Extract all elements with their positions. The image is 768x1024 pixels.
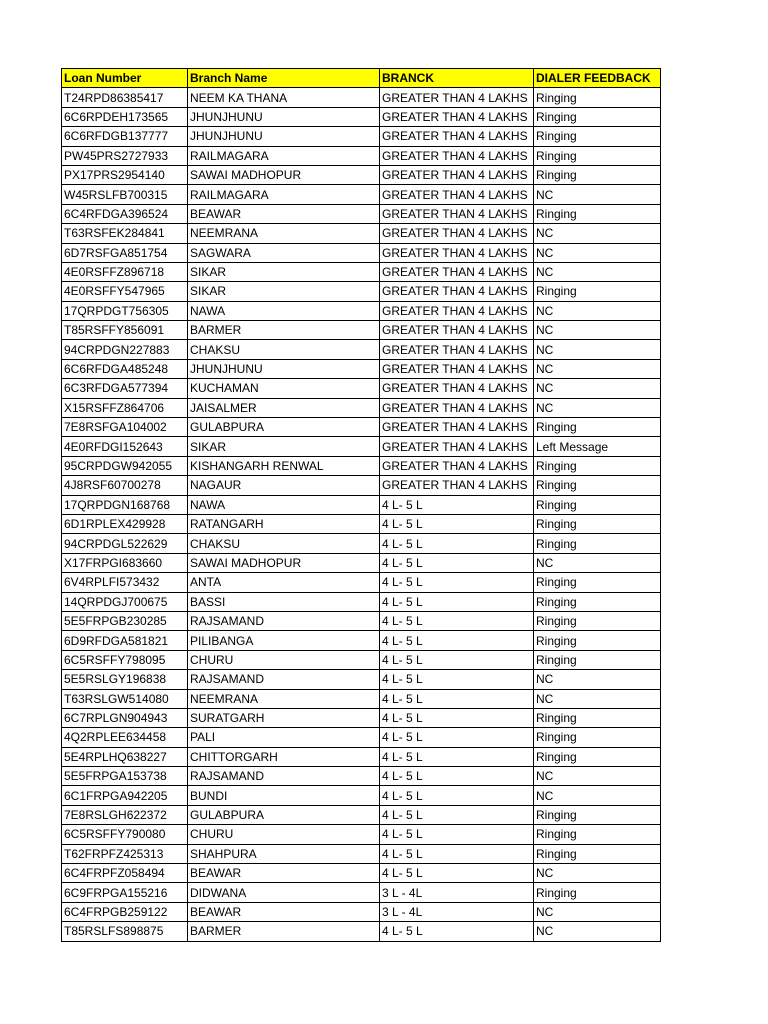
branck-cell[interactable]: 4 L- 5 L <box>380 495 534 514</box>
branck-cell[interactable]: 4 L- 5 L <box>380 689 534 708</box>
table-row <box>62 224 661 243</box>
loan-number-cell[interactable]: 6C1FRPGA942205 <box>62 786 188 805</box>
table-row <box>62 379 661 398</box>
branck-cell[interactable]: GREATER THAN 4 LAKHS <box>380 88 534 107</box>
table-row <box>62 185 661 204</box>
branch-name-cell[interactable]: JHUNJHUNU <box>188 359 380 378</box>
branck-cell[interactable]: 4 L- 5 L <box>380 573 534 592</box>
table-row <box>62 476 661 495</box>
branck-cell[interactable]: GREATER THAN 4 LAKHS <box>380 146 534 165</box>
table-row <box>62 321 661 340</box>
branch-name-cell[interactable]: NAWA <box>188 301 380 320</box>
dialer-feedback-cell[interactable]: NC <box>534 922 661 941</box>
dialer-feedback-cell[interactable]: NC <box>534 379 661 398</box>
branck-cell[interactable]: GREATER THAN 4 LAKHS <box>380 359 534 378</box>
loan-number-cell[interactable]: T85RSFFY856091 <box>62 321 188 340</box>
dialer-feedback-cell[interactable]: Ringing <box>534 476 661 495</box>
branch-name-cell[interactable]: RAJSAMAND <box>188 767 380 786</box>
dialer-feedback-cell[interactable]: NC <box>534 224 661 243</box>
branck-cell[interactable]: GREATER THAN 4 LAKHS <box>380 437 534 456</box>
loan-number-cell[interactable]: T63RSLGW514080 <box>62 689 188 708</box>
branch-name-cell[interactable]: RATANGARH <box>188 514 380 533</box>
table-row <box>62 553 661 572</box>
dialer-feedback-cell[interactable]: NC <box>534 359 661 378</box>
branck-cell[interactable]: 4 L- 5 L <box>380 728 534 747</box>
branck-cell[interactable]: GREATER THAN 4 LAKHS <box>380 456 534 475</box>
branck-cell[interactable]: GREATER THAN 4 LAKHS <box>380 301 534 320</box>
branch-name-cell[interactable]: PALI <box>188 728 380 747</box>
branch-name-cell[interactable]: KISHANGARH RENWAL <box>188 456 380 475</box>
branck-cell[interactable]: 4 L- 5 L <box>380 650 534 669</box>
table-row <box>62 534 661 553</box>
loan-number-cell[interactable]: 4J8RSF60700278 <box>62 476 188 495</box>
branch-name-cell[interactable]: SIKAR <box>188 437 380 456</box>
loan-number-cell[interactable]: 6C5RSFFY798095 <box>62 650 188 669</box>
branck-cell[interactable]: 4 L- 5 L <box>380 534 534 553</box>
header-branch-name[interactable]: Branch Name <box>188 69 380 88</box>
dialer-feedback-cell[interactable]: Ringing <box>534 825 661 844</box>
table-row <box>62 844 661 863</box>
branck-cell[interactable]: GREATER THAN 4 LAKHS <box>380 476 534 495</box>
branch-name-cell[interactable]: SHAHPURA <box>188 844 380 863</box>
loan-number-cell[interactable]: 4Q2RPLEE634458 <box>62 728 188 747</box>
dialer-feedback-cell[interactable]: NC <box>534 321 661 340</box>
branch-name-cell[interactable]: JHUNJHUNU <box>188 107 380 126</box>
branck-cell[interactable]: 4 L- 5 L <box>380 670 534 689</box>
table-row <box>62 495 661 514</box>
dialer-feedback-cell[interactable]: NC <box>534 262 661 281</box>
dialer-feedback-cell[interactable]: Ringing <box>534 573 661 592</box>
table-row <box>62 359 661 378</box>
loan-number-cell[interactable]: 6C3RFDGA577394 <box>62 379 188 398</box>
branch-name-cell[interactable]: SURATGARH <box>188 708 380 727</box>
branch-name-cell[interactable]: BEAWAR <box>188 204 380 223</box>
branck-cell[interactable]: 4 L- 5 L <box>380 805 534 824</box>
loan-number-cell[interactable]: 14QRPDGJ700675 <box>62 592 188 611</box>
branck-cell[interactable]: GREATER THAN 4 LAKHS <box>380 321 534 340</box>
branck-cell[interactable]: GREATER THAN 4 LAKHS <box>380 418 534 437</box>
dialer-feedback-cell[interactable]: NC <box>534 185 661 204</box>
branch-name-cell[interactable]: KUCHAMAN <box>188 379 380 398</box>
branch-name-cell[interactable]: GULABPURA <box>188 418 380 437</box>
table-row <box>62 922 661 941</box>
dialer-feedback-cell[interactable]: NC <box>534 767 661 786</box>
loan-number-cell[interactable]: 5E4RPLHQ638227 <box>62 747 188 766</box>
table-row <box>62 398 661 417</box>
dialer-feedback-cell[interactable]: Ringing <box>534 107 661 126</box>
dialer-feedback-cell[interactable]: Ringing <box>534 534 661 553</box>
header-dialer-feedback[interactable]: DIALER FEEDBACK <box>534 69 661 88</box>
branch-name-cell[interactable]: ANTA <box>188 573 380 592</box>
dialer-feedback-cell[interactable]: Ringing <box>534 418 661 437</box>
branch-name-cell[interactable]: BUNDI <box>188 786 380 805</box>
dialer-feedback-cell[interactable]: Ringing <box>534 592 661 611</box>
table-row <box>62 767 661 786</box>
loan-number-cell[interactable]: 5E5FRPGA153738 <box>62 767 188 786</box>
loan-number-cell[interactable]: 94CRPDGN227883 <box>62 340 188 359</box>
dialer-feedback-cell[interactable]: Ringing <box>534 146 661 165</box>
branch-name-cell[interactable]: SIKAR <box>188 262 380 281</box>
loan-number-cell[interactable]: 17QRPDGT756305 <box>62 301 188 320</box>
branck-cell[interactable]: GREATER THAN 4 LAKHS <box>380 165 534 184</box>
table-row <box>62 611 661 630</box>
table-row <box>62 243 661 262</box>
branck-cell[interactable]: 4 L- 5 L <box>380 864 534 883</box>
table-row <box>62 262 661 281</box>
header-branck[interactable]: BRANCK <box>380 69 534 88</box>
loan-number-cell[interactable]: 6V4RPLFI573432 <box>62 573 188 592</box>
table-row <box>62 708 661 727</box>
branch-name-cell[interactable]: NAWA <box>188 495 380 514</box>
branch-name-cell[interactable]: BARMER <box>188 922 380 941</box>
header-row <box>62 69 661 88</box>
branch-name-cell[interactable]: CHURU <box>188 825 380 844</box>
dialer-feedback-cell[interactable]: NC <box>534 670 661 689</box>
loan-number-cell[interactable]: 94CRPDGL522629 <box>62 534 188 553</box>
branck-cell[interactable]: 4 L- 5 L <box>380 514 534 533</box>
branck-cell[interactable]: GREATER THAN 4 LAKHS <box>380 185 534 204</box>
branck-cell[interactable]: 4 L- 5 L <box>380 825 534 844</box>
branck-cell[interactable]: GREATER THAN 4 LAKHS <box>380 379 534 398</box>
loan-number-cell[interactable]: 6D1RPLEX429928 <box>62 514 188 533</box>
table-row <box>62 825 661 844</box>
loan-number-cell[interactable]: 5E5RSLGY196838 <box>62 670 188 689</box>
branch-name-cell[interactable]: CHAKSU <box>188 340 380 359</box>
branch-name-cell[interactable]: BEAWAR <box>188 902 380 921</box>
table-row <box>62 107 661 126</box>
loan-number-cell[interactable]: 6C9FRPGA155216 <box>62 883 188 902</box>
branch-name-cell[interactable]: PILIBANGA <box>188 631 380 650</box>
branch-name-cell[interactable]: DIDWANA <box>188 883 380 902</box>
loan-number-cell[interactable]: 95CRPDGW942055 <box>62 456 188 475</box>
dialer-feedback-cell[interactable]: Ringing <box>534 631 661 650</box>
branck-cell[interactable]: GREATER THAN 4 LAKHS <box>380 262 534 281</box>
table-row <box>62 592 661 611</box>
loan-table <box>61 68 661 942</box>
branck-cell[interactable]: GREATER THAN 4 LAKHS <box>380 282 534 301</box>
branck-cell[interactable]: 4 L- 5 L <box>380 767 534 786</box>
branch-name-cell[interactable]: RAJSAMAND <box>188 670 380 689</box>
table-row <box>62 437 661 456</box>
branch-name-cell[interactable]: BASSI <box>188 592 380 611</box>
branch-name-cell[interactable]: BARMER <box>188 321 380 340</box>
loan-number-cell[interactable]: 6C6RPDEH173565 <box>62 107 188 126</box>
branch-name-cell[interactable]: SAWAI MADHOPUR <box>188 553 380 572</box>
table-row <box>62 418 661 437</box>
loan-number-cell[interactable]: X17FRPGI683660 <box>62 553 188 572</box>
branck-cell[interactable]: GREATER THAN 4 LAKHS <box>380 398 534 417</box>
branch-name-cell[interactable]: CHITTORGARH <box>188 747 380 766</box>
table-row <box>62 728 661 747</box>
dialer-feedback-cell[interactable]: NC <box>534 786 661 805</box>
branck-cell[interactable]: GREATER THAN 4 LAKHS <box>380 204 534 223</box>
loan-number-cell[interactable]: PX17PRS2954140 <box>62 165 188 184</box>
branch-name-cell[interactable]: SIKAR <box>188 282 380 301</box>
loan-number-cell[interactable]: T85RSLFS898875 <box>62 922 188 941</box>
loan-number-cell[interactable]: T63RSFEK284841 <box>62 224 188 243</box>
branch-name-cell[interactable]: GULABPURA <box>188 805 380 824</box>
table-row <box>62 456 661 475</box>
dialer-feedback-cell[interactable]: Ringing <box>534 611 661 630</box>
loan-number-cell[interactable]: 6C7RPLGN904943 <box>62 708 188 727</box>
table-row <box>62 631 661 650</box>
table-row <box>62 805 661 824</box>
table-row <box>62 902 661 921</box>
loan-number-cell[interactable]: 6C5RSFFY790080 <box>62 825 188 844</box>
loan-number-cell[interactable]: 6C4FRPGB259122 <box>62 902 188 921</box>
dialer-feedback-cell[interactable]: Ringing <box>534 495 661 514</box>
loan-number-cell[interactable]: 6C4RFDGA396524 <box>62 204 188 223</box>
table-row <box>62 146 661 165</box>
table-row <box>62 786 661 805</box>
loan-number-cell[interactable]: X15RSFFZ864706 <box>62 398 188 417</box>
table-row <box>62 689 661 708</box>
loan-number-cell[interactable]: 6D9RFDGA581821 <box>62 631 188 650</box>
dialer-feedback-cell[interactable]: NC <box>534 553 661 572</box>
branck-cell[interactable]: 4 L- 5 L <box>380 708 534 727</box>
dialer-feedback-cell[interactable]: NC <box>534 340 661 359</box>
table-row <box>62 573 661 592</box>
dialer-feedback-cell[interactable]: Ringing <box>534 650 661 669</box>
loan-number-cell[interactable]: T24RPD86385417 <box>62 88 188 107</box>
dialer-feedback-cell[interactable]: Ringing <box>534 747 661 766</box>
dialer-feedback-cell[interactable]: NC <box>534 398 661 417</box>
branch-name-cell[interactable]: RAJSAMAND <box>188 611 380 630</box>
loan-number-cell[interactable]: 5E5FRPGB230285 <box>62 611 188 630</box>
loan-number-cell[interactable]: 4E0RSFFY547965 <box>62 282 188 301</box>
table-row <box>62 514 661 533</box>
branch-name-cell[interactable]: CHURU <box>188 650 380 669</box>
dialer-feedback-cell[interactable]: Ringing <box>534 456 661 475</box>
branck-cell[interactable]: 4 L- 5 L <box>380 631 534 650</box>
table-row <box>62 670 661 689</box>
loan-number-cell[interactable]: 17QRPDGN168768 <box>62 495 188 514</box>
dialer-feedback-cell[interactable]: Ringing <box>534 514 661 533</box>
branch-name-cell[interactable]: RAILMAGARA <box>188 146 380 165</box>
table-row <box>62 301 661 320</box>
branck-cell[interactable]: 4 L- 5 L <box>380 553 534 572</box>
loan-number-cell[interactable]: 6D7RSFGA851754 <box>62 243 188 262</box>
loan-number-cell[interactable]: 6C6RFDGB137777 <box>62 127 188 146</box>
branck-cell[interactable]: 4 L- 5 L <box>380 611 534 630</box>
branch-name-cell[interactable]: JAISALMER <box>188 398 380 417</box>
branck-cell[interactable]: 4 L- 5 L <box>380 844 534 863</box>
branck-cell[interactable]: 3 L - 4L <box>380 883 534 902</box>
dialer-feedback-cell[interactable]: NC <box>534 243 661 262</box>
table-row <box>62 340 661 359</box>
branch-name-cell[interactable]: RAILMAGARA <box>188 185 380 204</box>
branck-cell[interactable]: 4 L- 5 L <box>380 786 534 805</box>
dialer-feedback-cell[interactable]: Left Message <box>534 437 661 456</box>
branch-name-cell[interactable]: NEEM KA THANA <box>188 88 380 107</box>
dialer-feedback-cell[interactable]: Ringing <box>534 805 661 824</box>
branck-cell[interactable]: 4 L- 5 L <box>380 592 534 611</box>
dialer-feedback-cell[interactable]: NC <box>534 301 661 320</box>
dialer-feedback-cell[interactable]: NC <box>534 902 661 921</box>
loan-number-cell[interactable]: 4E0RSFFZ896718 <box>62 262 188 281</box>
loan-number-cell[interactable]: 7E8RSLGH622372 <box>62 805 188 824</box>
branck-cell[interactable]: GREATER THAN 4 LAKHS <box>380 127 534 146</box>
loan-number-cell[interactable]: 6C6RFDGA485248 <box>62 359 188 378</box>
dialer-feedback-cell[interactable]: Ringing <box>534 204 661 223</box>
branch-name-cell[interactable]: JHUNJHUNU <box>188 127 380 146</box>
dialer-feedback-cell[interactable]: Ringing <box>534 88 661 107</box>
table-row <box>62 864 661 883</box>
dialer-feedback-cell[interactable]: NC <box>534 864 661 883</box>
dialer-feedback-cell[interactable]: Ringing <box>534 282 661 301</box>
dialer-feedback-cell[interactable]: Ringing <box>534 127 661 146</box>
dialer-feedback-cell[interactable]: Ringing <box>534 844 661 863</box>
branck-cell[interactable]: 3 L - 4L <box>380 902 534 921</box>
dialer-feedback-cell[interactable]: Ringing <box>534 728 661 747</box>
loan-number-cell[interactable]: PW45PRS2727933 <box>62 146 188 165</box>
branch-name-cell[interactable]: SAWAI MADHOPUR <box>188 165 380 184</box>
branch-name-cell[interactable]: SAGWARA <box>188 243 380 262</box>
branck-cell[interactable]: 4 L- 5 L <box>380 922 534 941</box>
branch-name-cell[interactable]: CHAKSU <box>188 534 380 553</box>
loan-number-cell[interactable]: T62FRPFZ425313 <box>62 844 188 863</box>
dialer-feedback-cell[interactable]: NC <box>534 689 661 708</box>
table-row <box>62 650 661 669</box>
loan-number-cell[interactable]: 7E8RSFGA104002 <box>62 418 188 437</box>
branck-cell[interactable]: GREATER THAN 4 LAKHS <box>380 340 534 359</box>
dialer-feedback-cell[interactable]: Ringing <box>534 708 661 727</box>
table-row <box>62 747 661 766</box>
table-row <box>62 204 661 223</box>
branck-cell[interactable]: GREATER THAN 4 LAKHS <box>380 243 534 262</box>
branch-name-cell[interactable]: NEEMRANA <box>188 224 380 243</box>
table-row <box>62 165 661 184</box>
table-row <box>62 127 661 146</box>
branch-name-cell[interactable]: NEEMRANA <box>188 689 380 708</box>
branck-cell[interactable]: GREATER THAN 4 LAKHS <box>380 107 534 126</box>
header-loan-number[interactable]: Loan Number <box>62 69 188 88</box>
table-body <box>62 88 661 941</box>
loan-number-cell[interactable]: 4E0RFDGI152643 <box>62 437 188 456</box>
table-row <box>62 883 661 902</box>
branck-cell[interactable]: 4 L- 5 L <box>380 747 534 766</box>
loan-number-cell[interactable]: W45RSLFB700315 <box>62 185 188 204</box>
table-row <box>62 282 661 301</box>
branch-name-cell[interactable]: BEAWAR <box>188 864 380 883</box>
table-row <box>62 88 661 107</box>
dialer-feedback-cell[interactable]: Ringing <box>534 165 661 184</box>
branck-cell[interactable]: GREATER THAN 4 LAKHS <box>380 224 534 243</box>
loan-number-cell[interactable]: 6C4FRPFZ058494 <box>62 864 188 883</box>
branch-name-cell[interactable]: NAGAUR <box>188 476 380 495</box>
dialer-feedback-cell[interactable]: Ringing <box>534 883 661 902</box>
